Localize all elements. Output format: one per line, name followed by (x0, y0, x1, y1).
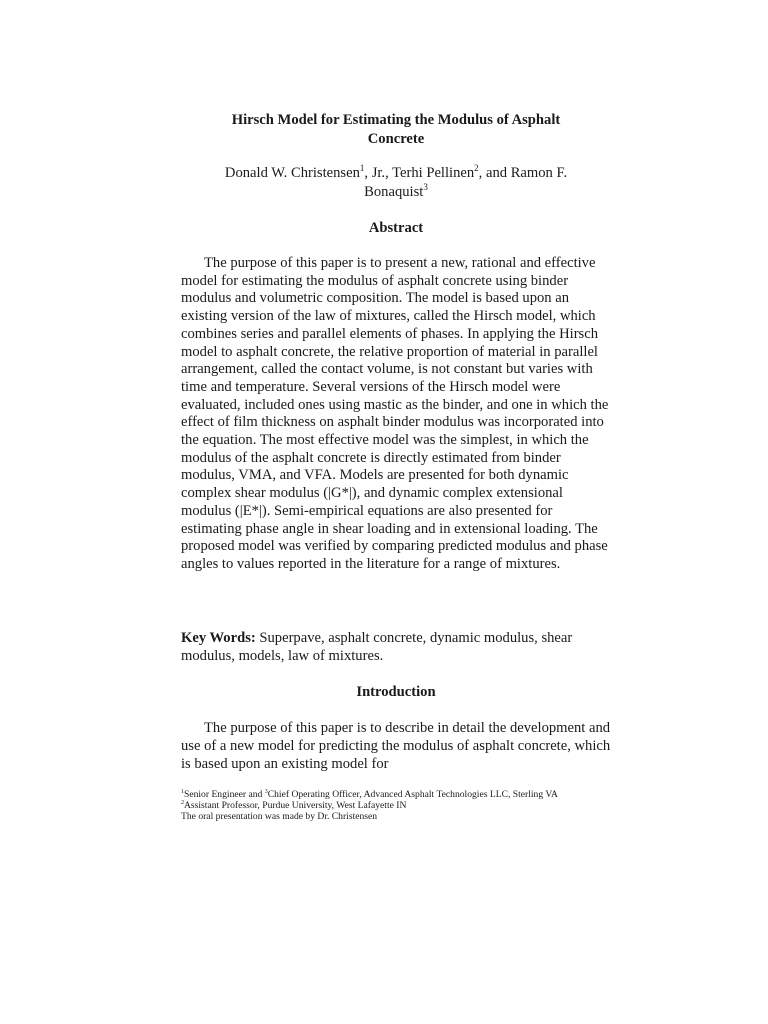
keywords-text: Superpave, asphalt concrete, dynamic modulus, shear modulus, models, law of mixtures. (181, 630, 573, 664)
footnote-2-text: Assistant Professor, Purdue University, West Lafayette IN (184, 800, 407, 811)
author-2-suffix: , and Ramon F. (478, 165, 568, 181)
abstract-paragraph: The purpose of this paper is to present a new, rational and effective model for estimating the modulus of asphalt concrete using binder modulus and volumetric composition. The model is based upon an existing version of the law of mixtures, called the Hirsch model, which combines series and parallel elements of phases. In applying the Hirsch model to asphalt concrete, the relative proportion of material in parallel arrangement, called the contact volume, is not constant but varies with time and temperature. Several versions of the Hirsch model were evaluated, included ones using mastic as the binder, and one in which the effect of film thickness on asphalt binder modulus was incorporated into the equation. The most effective model was the simplest, in which the modulus of the asphalt concrete is directly estimated from binder modulus, VMA, and VFA. Models are presented for both dynamic complex shear modulus (|G*|), and dynamic complex extensional modulus (|E*|). Semi-empirical equations are also presented for estimating phase angle in shear loading and in extensional loading. The proposed model was verified by comparing predicted modulus and phase angles to values reported in the literature for a range of mixtures. (181, 255, 609, 572)
authors-line-1 (181, 164, 611, 183)
author-1-sup: 1 (359, 163, 365, 174)
footnotes (181, 789, 611, 822)
keywords-paragraph (181, 629, 611, 665)
introduction-heading: Introduction (356, 684, 436, 700)
author-2-sup: 2 (474, 163, 479, 174)
footnote-1-sup: 1 (181, 788, 184, 795)
author-3-sup: 3 (423, 182, 428, 193)
footnote-2-sup: 2 (181, 799, 184, 806)
paper-title (181, 111, 611, 149)
footnote-1-text-a: Senior Engineer and (184, 789, 265, 800)
footnote-3: The oral presentation was made by Dr. Christensen (181, 811, 378, 822)
footnote-2 (181, 800, 611, 811)
author-3-name: Bonaquist (364, 184, 424, 200)
author-list (181, 164, 611, 202)
title-line-2: Concrete (367, 131, 425, 147)
keywords-label: Key Words: (181, 630, 256, 646)
footnote-1-sup-2: 3 (264, 788, 268, 795)
introduction-paragraph: The purpose of this paper is to describe in detail the development and use of a new model for predicting the modulus of asphalt concrete, which is based upon an existing model for (181, 720, 611, 772)
footnote-1 (181, 789, 611, 800)
footnote-1-text-b: Chief Operating Officer, Advanced Asphalt Technologies LLC, Sterling VA (267, 789, 558, 800)
author-1-suffix: , Jr., Terhi Pellinen (364, 165, 475, 181)
authors-line-2 (181, 183, 611, 202)
title-line-1: Hirsch Model for Estimating the Modulus of Asphalt (231, 112, 561, 128)
abstract-heading: Abstract (368, 220, 424, 236)
author-1-name: Donald W. Christensen (224, 165, 360, 181)
